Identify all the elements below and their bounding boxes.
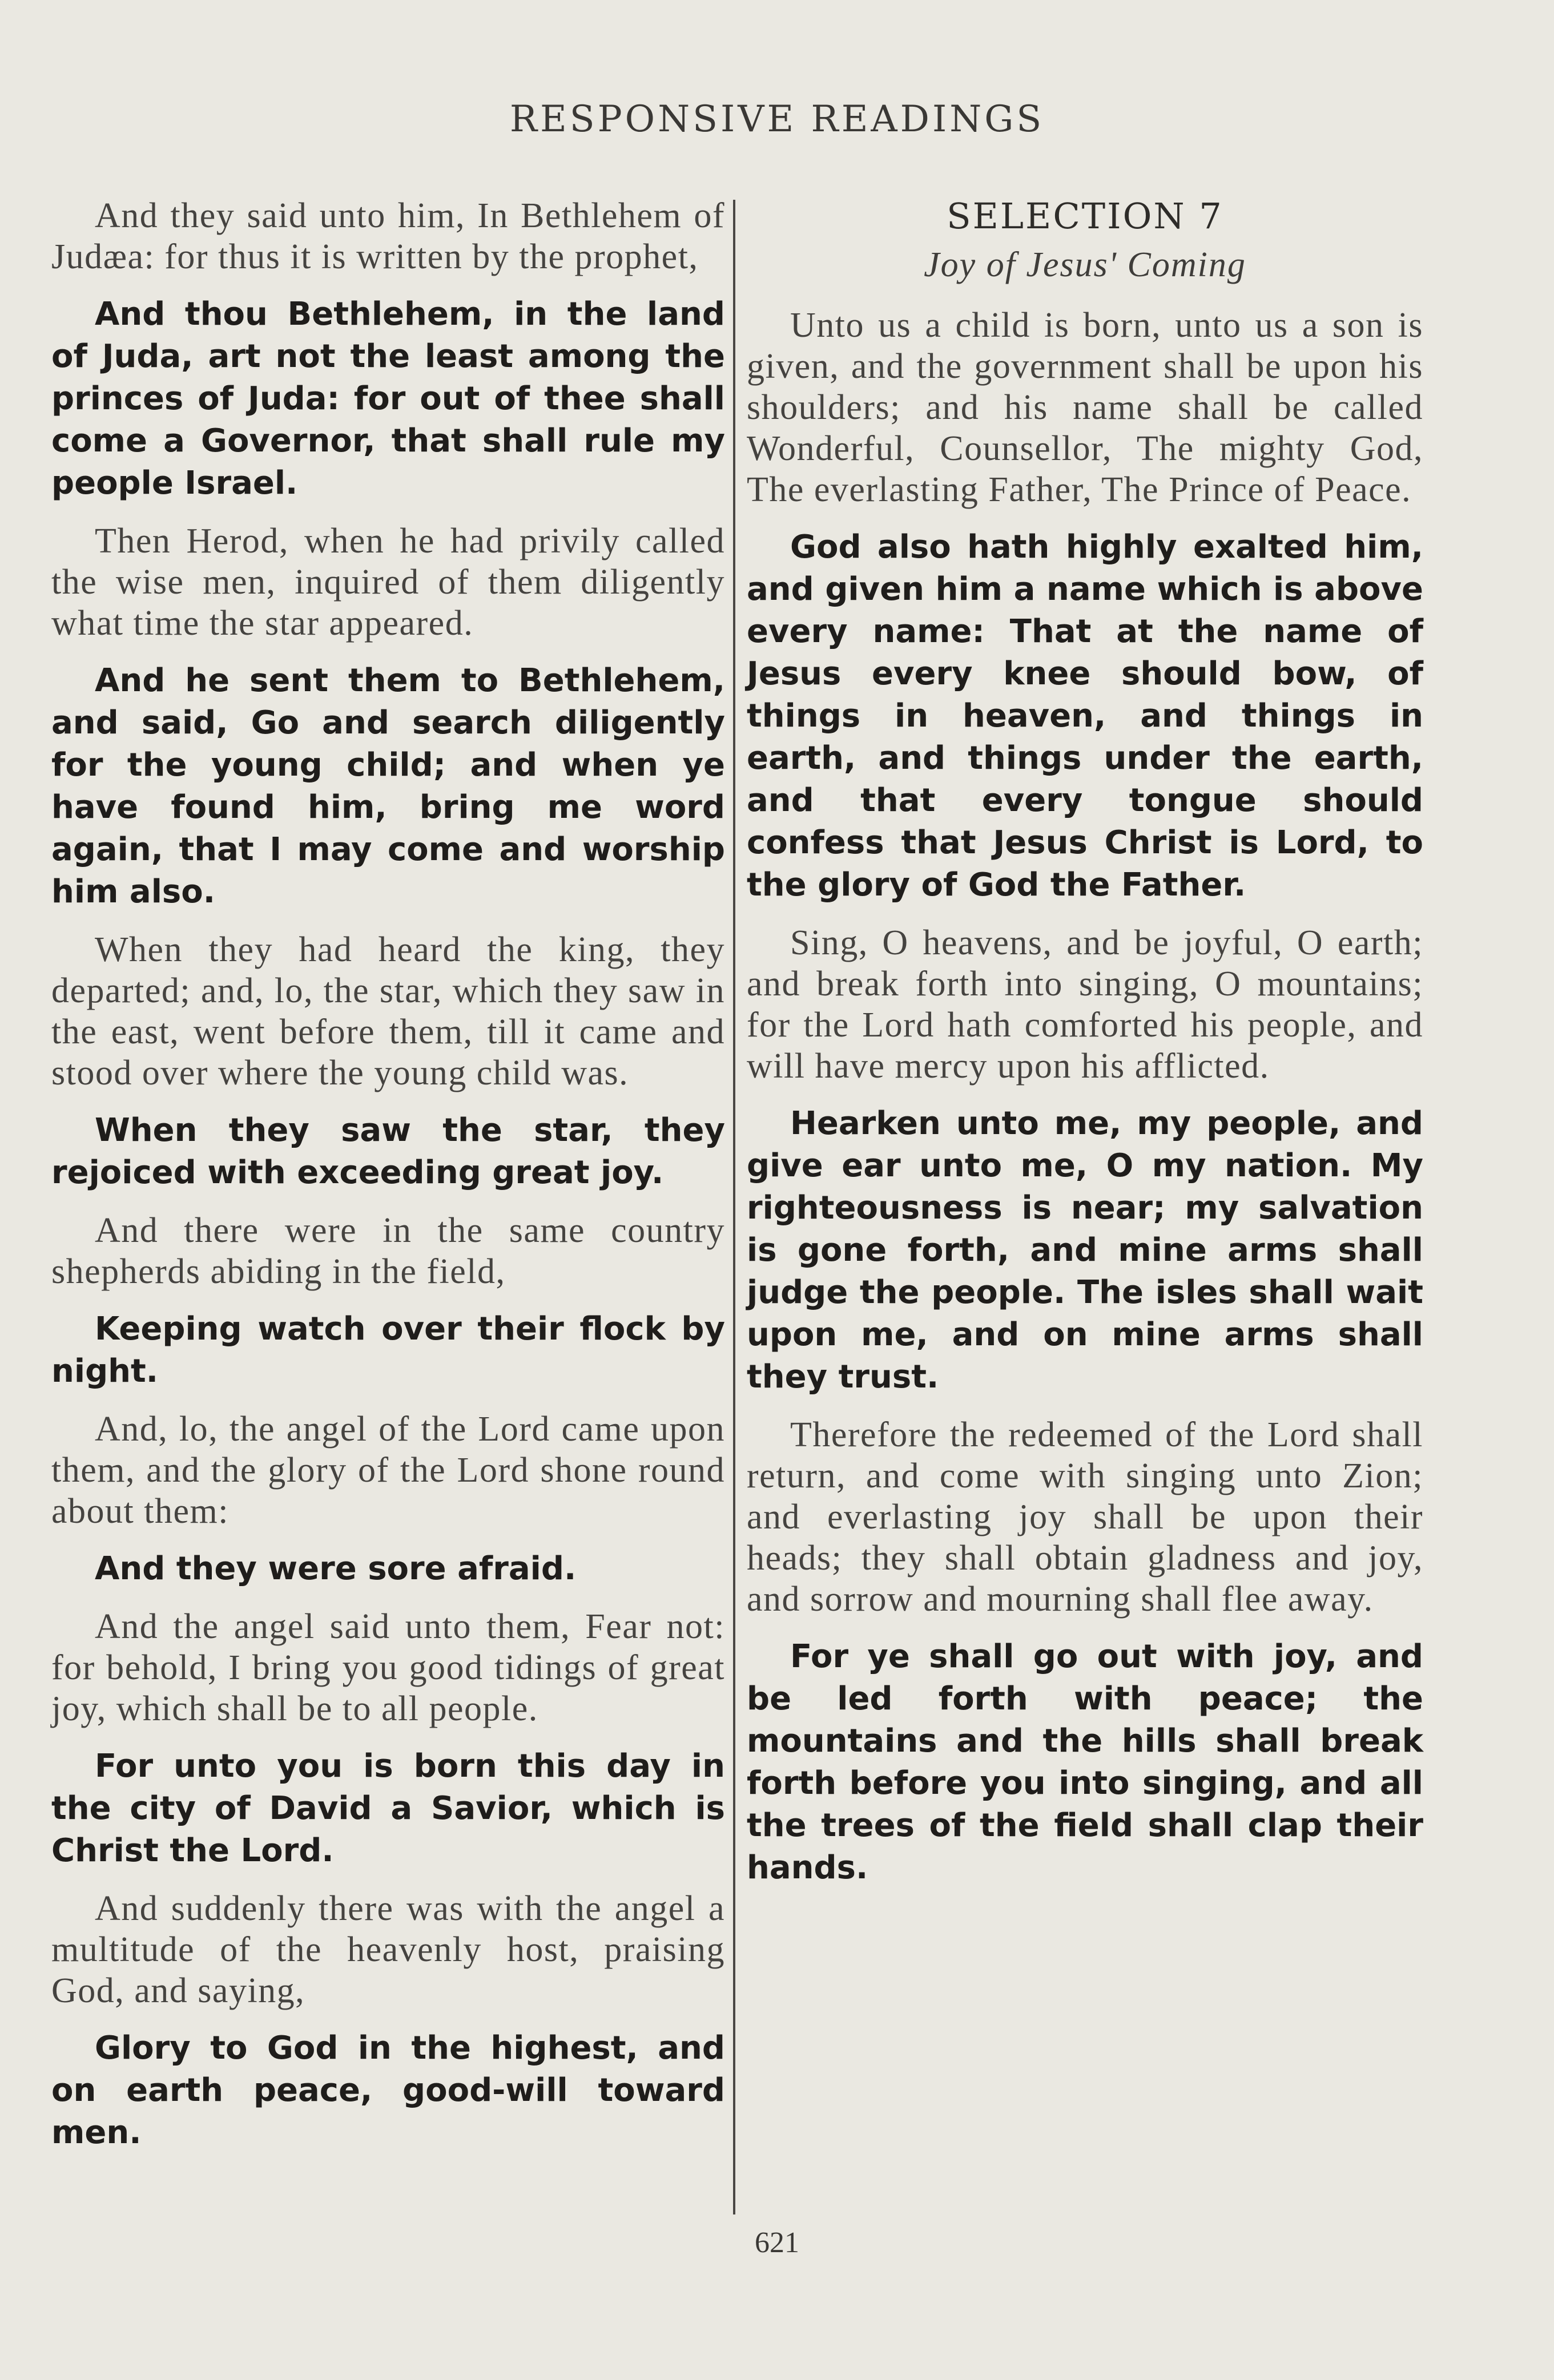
reading-paragraph: Then Herod, when he had privily called the wise men, inquired of them diligently what time the star appeared. (51, 522, 725, 643)
response-paragraph: And he sent them to Bethlehem, and said, Go and search diligently for the young child; and when ye have found him, bring me word again, that I may come and worship him also. (51, 662, 725, 910)
reading-paragraph: When they had heard the king, they departed; and, lo, the star, which they saw in the east, went before them, till it came and stood over where the young child was. (51, 930, 725, 1092)
response-paragraph: For ye shall go out with joy, and be led forth with peace; the mountains and the hills shall break forth before you into singing, and all the trees of the field shall clap their hands. (747, 1638, 1423, 1886)
reading-paragraph: And there were in the same country shepherds abiding in the field, (51, 1211, 725, 1291)
response-paragraph: And they were sore afraid. (95, 1550, 577, 1587)
response-paragraph: Keeping watch over their flock by night. (51, 1310, 725, 1390)
reading-paragraph: And, lo, the angel of the Lord came upon them, and the glory of the Lord shone round about them: (51, 1410, 725, 1531)
reading-paragraph: And the angel said unto them, Fear not: for behold, I bring you good tidings of great joy, which shall be to all people. (51, 1607, 725, 1728)
page-number: 621 (755, 2226, 799, 2259)
selection-subtitle: Joy of Jesus' Coming (924, 245, 1246, 284)
right-column (747, 195, 1423, 1905)
reading-paragraph: And suddenly there was with the angel a multitude of the heavenly host, praising God, and saying, (51, 1889, 725, 2010)
response-paragraph: God also hath highly exalted him, and given him a name which is above every name: That at the name of Jesus every knee should bow, of things in heaven, and things in earth, and things under the earth, and that every tongue should confess that Jesus Christ is Lord, to the glory of God the Father. (747, 529, 1423, 903)
reading-paragraph: Therefore the redeemed of the Lord shall return, and come with singing unto Zion; and everlasting joy shall be upon their heads; they shall obtain gladness and joy, and sorrow and mourning shall flee away. (747, 1415, 1423, 1619)
left-column (51, 195, 725, 2170)
page-header: RESPONSIVE READINGS (509, 98, 1045, 140)
reading-paragraph: Sing, O heavens, and be joyful, O earth; and break forth into singing, O mountains; for the Lord hath comforted his people, and will have mercy upon his afflicted. (747, 923, 1423, 1086)
selection-title: SELECTION 7 (947, 195, 1223, 237)
reading-paragraph: Unto us a child is born, unto us a son is given, and the government shall be upon his shoulders; and his name shall be called Wonderful, Counsellor, The mighty God, The everlasting Father, The Prince of Peace. (747, 306, 1423, 509)
response-paragraph: Glory to God in the highest, and on earth peace, good-will toward men. (51, 2030, 725, 2151)
response-paragraph: When they saw the star, they rejoiced with exceeding great joy. (51, 1112, 725, 1191)
column-divider (733, 200, 735, 2214)
response-paragraph: For unto you is born this day in the city of David a Savior, which is Christ the Lord. (51, 1748, 725, 1869)
reading-paragraph: And they said unto him, In Bethlehem of Judæa: for thus it is written by the prophet, (51, 196, 725, 276)
response-paragraph: And thou Bethlehem, in the land of Juda, art not the least among the princes of Juda: for out of thee shall come a Governor, that shall rule my people Israel. (51, 296, 725, 502)
response-paragraph: Hearken unto me, my people, and give ear unto me, O my nation. My righteousness is near; my salvation is gone forth, and mine arms shall judge the people. The isles shall wait upon me, and on mine arms shall they trust. (747, 1105, 1423, 1395)
